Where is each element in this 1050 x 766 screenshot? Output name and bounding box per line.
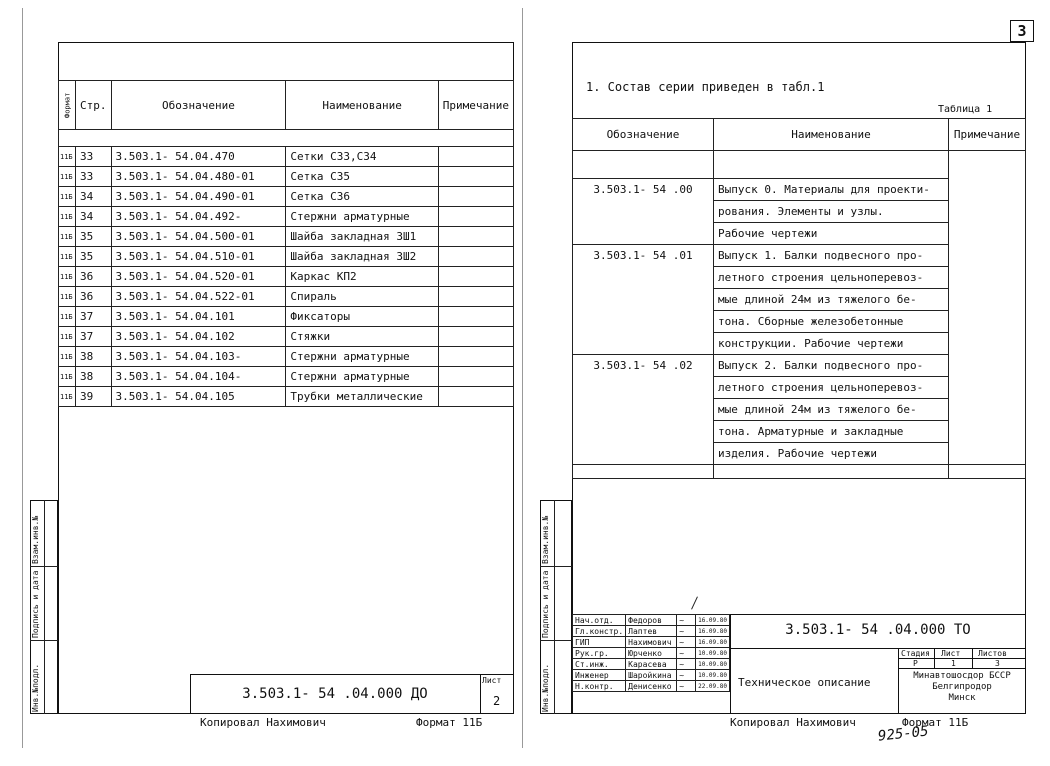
cell-code: 3.503.1- 54.04.492- <box>111 207 286 227</box>
right-side-label-replace: Взам.инв.№ <box>541 515 550 564</box>
cell-name: изделия. Рабочие чертежи <box>714 443 949 465</box>
cell-code: 3.503.1- 54 .02 <box>573 355 714 377</box>
table-row <box>573 151 1026 179</box>
cell-code: 3.503.1- 54.04.520-01 <box>111 267 286 287</box>
cell-note <box>438 307 513 327</box>
stage-col-1 <box>934 648 935 668</box>
left-format: Формат 11Б <box>416 716 483 729</box>
cell-code: 3.503.1- 54.04.510-01 <box>111 247 286 267</box>
cell-code: 3.503.1- 54 .00 <box>573 179 714 201</box>
table-row <box>59 147 514 167</box>
stamp-date: 10.09.80 <box>696 659 730 670</box>
left-stamp-divider <box>480 674 481 714</box>
table-row <box>573 311 1026 333</box>
table-row <box>573 333 1026 355</box>
cell-name: Сетка С36 <box>286 187 438 207</box>
cell-code <box>573 151 714 179</box>
cell-name: Сетки С33,С34 <box>286 147 438 167</box>
table-row <box>573 421 1026 443</box>
cell-note <box>438 167 513 187</box>
cell-name: Трубки металлические <box>286 387 438 407</box>
cell-page: 34 <box>76 187 112 207</box>
cell-code <box>573 377 714 399</box>
stage-label: Стадия <box>901 649 930 658</box>
col-format: Формат <box>59 81 76 130</box>
table-row <box>573 179 1026 201</box>
sheets-value: 3 <box>995 659 1000 668</box>
stamp-title: Техническое описание <box>738 676 871 689</box>
table-row <box>573 399 1026 421</box>
cell-empty <box>573 465 714 479</box>
cell-empty <box>714 465 949 479</box>
cell-note <box>949 377 1026 399</box>
left-spec-table <box>58 80 514 407</box>
stamp-row <box>573 648 730 659</box>
cell-code: 3.503.1- 54.04.103- <box>111 347 286 367</box>
table-row <box>59 167 514 187</box>
table-row <box>59 207 514 227</box>
stamp-role: Нач.отд. <box>573 615 626 626</box>
cell-code <box>573 443 714 465</box>
cell-format: 11Б <box>59 267 76 287</box>
table-label: Таблица 1 <box>938 104 993 115</box>
cell-page: 37 <box>76 307 112 327</box>
cell-name: рования. Элементы и узлы. <box>714 201 949 223</box>
cell-page: 35 <box>76 247 112 267</box>
cell-name: Выпуск 1. Балки подвесного про- <box>714 245 949 267</box>
table-row <box>573 355 1026 377</box>
left-side-label-sign: Подпись и дата <box>31 570 40 638</box>
cell-name: Рабочие чертежи <box>714 223 949 245</box>
cell-format: 11Б <box>59 147 76 167</box>
right-side-divider-2 <box>540 566 572 567</box>
center-fold <box>522 8 523 748</box>
cell-code: 3.503.1- 54.04.101 <box>111 307 286 327</box>
left-side-label-inv: Инв.№подл. <box>31 663 40 712</box>
cell-note <box>949 201 1026 223</box>
sheet-value: 1 <box>951 659 956 668</box>
cell-code <box>573 267 714 289</box>
cell-name: Стержни арматурные <box>286 367 438 387</box>
left-side-divider-3 <box>30 640 58 641</box>
stamp-signature: ~ <box>677 648 696 659</box>
cell-note <box>949 245 1026 267</box>
cell-name: Спираль <box>286 287 438 307</box>
cell-note <box>949 311 1026 333</box>
table-row <box>573 377 1026 399</box>
col-page: Стр. <box>76 81 112 130</box>
right-copied-by: Копировал Нахимович <box>730 716 856 729</box>
stamp-person: Федоров <box>626 615 677 626</box>
cell-format: 11Б <box>59 247 76 267</box>
stamp-signature: ~ <box>677 659 696 670</box>
stamp-date: 10.09.80 <box>696 648 730 659</box>
cell-page: 36 <box>76 287 112 307</box>
table-row <box>59 267 514 287</box>
stamp-date: 16.09.80 <box>696 637 730 648</box>
cell-code: 3.503.1- 54.04.470 <box>111 147 286 167</box>
table-row <box>573 289 1026 311</box>
stamp-signature: ~ <box>677 637 696 648</box>
cell-note <box>438 367 513 387</box>
stamp-role: ГИП <box>573 637 626 648</box>
table-row <box>573 223 1026 245</box>
handwritten-number: 925-05 <box>877 723 930 745</box>
stamp-row <box>573 615 730 626</box>
table-row <box>59 367 514 387</box>
cell-name: тона. Сборные железобетонные <box>714 311 949 333</box>
table-row <box>573 267 1026 289</box>
cell-code: 3.503.1- 54.04.490-01 <box>111 187 286 207</box>
col-code: Обозначение <box>111 81 286 130</box>
table-row <box>573 201 1026 223</box>
cell-format: 11Б <box>59 227 76 247</box>
stamp-date: 22.09.80 <box>696 681 730 692</box>
cell-page: 36 <box>76 267 112 287</box>
cell-format: 11Б <box>59 307 76 327</box>
left-copied-by: Копировал Нахимович <box>200 716 326 729</box>
cell-format: 11Б <box>59 167 76 187</box>
cell-note <box>949 333 1026 355</box>
cell-format: 11Б <box>59 287 76 307</box>
table-row <box>59 227 514 247</box>
cell-empty <box>949 465 1026 479</box>
org-line-2: Белгипродор <box>932 682 992 692</box>
cell-note <box>438 387 513 407</box>
stamp-date: 10.09.80 <box>696 670 730 681</box>
cell-name: Стержни арматурные <box>286 347 438 367</box>
cell-format: 11Б <box>59 347 76 367</box>
cell-page: 37 <box>76 327 112 347</box>
cell-note <box>438 227 513 247</box>
right-format: Формат 11Б <box>902 716 969 729</box>
table-row <box>59 347 514 367</box>
cell-name: летного строения цельноперевоз- <box>714 267 949 289</box>
cell-note <box>949 289 1026 311</box>
page-number-box <box>1010 20 1034 42</box>
cell-name: Сетка С35 <box>286 167 438 187</box>
cell-note <box>949 355 1026 377</box>
col-name: Наименование <box>714 119 949 151</box>
cell-note <box>438 147 513 167</box>
cell-name: тона. Арматурные и закладные <box>714 421 949 443</box>
stage-col-2 <box>972 648 973 668</box>
stamp-date: 16.09.80 <box>696 626 730 637</box>
stamp-signature: ~ <box>677 681 696 692</box>
cell-name: мые длиной 24м из тяжелого бе- <box>714 289 949 311</box>
stamp-person: Нахимович <box>626 637 677 648</box>
stamp-people-table <box>572 614 730 692</box>
cell-page: 33 <box>76 147 112 167</box>
col-note: Примечание <box>949 119 1026 151</box>
cell-page: 39 <box>76 387 112 407</box>
cell-page: 34 <box>76 207 112 227</box>
cell-note <box>438 347 513 367</box>
right-side-label-sign: Подпись и дата <box>541 570 550 638</box>
left-sheet-label: Лист <box>482 676 502 685</box>
cell-note <box>949 151 1026 179</box>
cell-code <box>573 421 714 443</box>
stamp-signature: ~ <box>677 670 696 681</box>
left-sheet-number: 2 <box>493 694 501 708</box>
cell-name: Фиксаторы <box>286 307 438 327</box>
sheets-label: Листов <box>978 649 1007 658</box>
cell-name: Стяжки <box>286 327 438 347</box>
cell-format: 11Б <box>59 327 76 347</box>
cell-name: конструкции. Рабочие чертежи <box>714 333 949 355</box>
right-side-divider-3 <box>540 640 572 641</box>
col-code: Обозначение <box>573 119 714 151</box>
right-side-label-inv: Инв.№подл. <box>541 663 550 712</box>
cell-name: Стержни арматурные <box>286 207 438 227</box>
stamp-role: Н.контр. <box>573 681 626 692</box>
stage-val-divider <box>898 668 1026 669</box>
cell-format: 11Б <box>59 187 76 207</box>
org-line-3: Минск <box>948 693 976 703</box>
stamp-role: Рук.гр. <box>573 648 626 659</box>
cell-note <box>438 187 513 207</box>
cell-format: 11Б <box>59 207 76 227</box>
left-side-divider-1 <box>44 500 45 714</box>
page-number: 3 <box>1017 22 1027 40</box>
org-block <box>900 671 1024 704</box>
cell-code: 3.503.1- 54.04.102 <box>111 327 286 347</box>
cell-note <box>949 443 1026 465</box>
stage-value: Р <box>913 659 918 668</box>
stamp-row <box>573 681 730 692</box>
cell-code <box>573 223 714 245</box>
stamp-row <box>573 659 730 670</box>
intro-text: 1. Состав серии приведен в табл.1 <box>586 80 825 94</box>
stamp-signature: ~ <box>677 626 696 637</box>
stamp-person: Денисенко <box>626 681 677 692</box>
cell-code <box>573 333 714 355</box>
cell-code: 3.503.1- 54 .01 <box>573 245 714 267</box>
cell-note <box>438 327 513 347</box>
cell-note <box>438 267 513 287</box>
cell-note <box>438 287 513 307</box>
table-row <box>59 327 514 347</box>
table-row <box>59 247 514 267</box>
table-row <box>59 287 514 307</box>
cell-page: 38 <box>76 367 112 387</box>
cell-name: Выпуск 0. Материалы для проекти- <box>714 179 949 201</box>
cell-format: 11Б <box>59 387 76 407</box>
cell-page: 33 <box>76 167 112 187</box>
left-side-label-replace: Взам.инв.№ <box>31 515 40 564</box>
table-row-empty <box>573 465 1026 479</box>
stamp-signature: ~ <box>677 615 696 626</box>
series-table <box>572 118 1026 479</box>
left-sheet-edge <box>22 8 23 748</box>
table-row <box>573 443 1026 465</box>
stamp-person: Лаптев <box>626 626 677 637</box>
table-row <box>59 307 514 327</box>
col-note: Примечание <box>438 81 513 130</box>
cell-name: мые длиной 24м из тяжелого бе- <box>714 399 949 421</box>
stamp-row <box>573 637 730 648</box>
right-side-divider-1 <box>554 500 555 714</box>
stamp-date: 16.09.80 <box>696 615 730 626</box>
cell-note <box>438 247 513 267</box>
stamp-role: Гл.констр. <box>573 626 626 637</box>
stamp-code: 3.503.1- 54 .04.000 ТО <box>785 622 971 638</box>
stamp-row <box>573 626 730 637</box>
sheet-label: Лист <box>941 649 961 658</box>
cell-name: летного строения цельноперевоз- <box>714 377 949 399</box>
cell-code: 3.503.1- 54.04.480-01 <box>111 167 286 187</box>
stamp-person: Юрченко <box>626 648 677 659</box>
cell-code: 3.503.1- 54.04.104- <box>111 367 286 387</box>
cell-note <box>949 223 1026 245</box>
cell-code <box>573 399 714 421</box>
cell-name: Шайба закладная ЗШ1 <box>286 227 438 247</box>
col-name: Наименование <box>286 81 438 130</box>
cell-format: 11Б <box>59 367 76 387</box>
cell-note <box>438 207 513 227</box>
cell-page: 35 <box>76 227 112 247</box>
stamp-person: Карасева <box>626 659 677 670</box>
stamp-role: Ст.инж. <box>573 659 626 670</box>
left-side-divider-2 <box>30 566 58 567</box>
org-line-1: Минавтошосдор БССР <box>913 671 1011 681</box>
cell-note <box>949 399 1026 421</box>
stamp-row <box>573 670 730 681</box>
stamp-role: Инженер <box>573 670 626 681</box>
cell-code <box>573 201 714 223</box>
cell-code: 3.503.1- 54.04.522-01 <box>111 287 286 307</box>
table-row <box>573 245 1026 267</box>
cell-code: 3.503.1- 54.04.105 <box>111 387 286 407</box>
table-row <box>59 187 514 207</box>
cell-code <box>573 289 714 311</box>
cell-name: Выпуск 2. Балки подвесного про- <box>714 355 949 377</box>
cell-page: 38 <box>76 347 112 367</box>
stamp-person: Шаройкина <box>626 670 677 681</box>
cell-name: Каркас КП2 <box>286 267 438 287</box>
cell-note <box>949 421 1026 443</box>
cell-code <box>573 311 714 333</box>
cell-note <box>949 179 1026 201</box>
table-row <box>59 387 514 407</box>
spacer-row <box>59 130 514 147</box>
cell-code: 3.503.1- 54.04.500-01 <box>111 227 286 247</box>
cell-name: Шайба закладная ЗШ2 <box>286 247 438 267</box>
cell-name <box>714 151 949 179</box>
cell-note <box>949 267 1026 289</box>
left-stamp-code: 3.503.1- 54 .04.000 ДО <box>242 686 428 702</box>
